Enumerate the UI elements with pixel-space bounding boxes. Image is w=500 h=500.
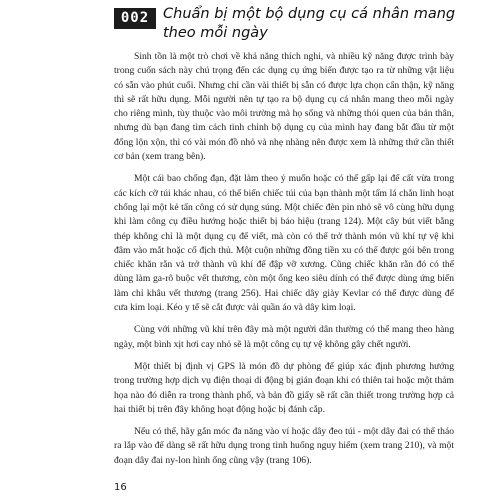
body-text	[114, 50, 454, 476]
paragraph-3: Cùng với những vũ khí trên đây mà một người dân thường có thể mang theo hàng ngày, một bình xịt hơi cay nhỏ sẽ là một công cụ tự vệ không gây chết người.	[114, 324, 454, 350]
section-title: Chuẩn bị một bộ dụng cụ cá nhân mang theo mỗi ngày	[163, 6, 456, 41]
page-number: 16	[114, 482, 127, 493]
paragraph-1: Sinh tồn là một trò chơi về khả năng thích nghi, và nhiều kỹ năng được trình bày trong cuốn sách này chú trọng đến các dụng cụ ứng biến được tạo ra từ những vật liệu có sẵn vào phút cuối. Nhưng chỉ cần vài thiết bị sẵn có được lựa chọn cẩn thận, kỹ năng thì sẽ rất hữu dụng. Mỗi người nên tự tạo ra bộ dụng cụ cá nhân mang theo mỗi ngày cho riêng mình, tùy thuộc vào môi trường mà họ sống và những thói quen của bản thân, nhưng dù bạn đang tìm cách tinh chỉnh bộ dụng cụ của mình hay đang bắt đầu từ một đống lộn xộn, thì có vài món đồ nhỏ và nhẹ nhàng nên được xem là những thứ cần thiết cơ bản (xem trang bên).	[114, 51, 454, 163]
section-number-badge: 002	[114, 8, 156, 29]
paragraph-2: Một cái bao chống đạn, đặt làm theo ý muốn hoặc có thể gấp lại để cất vừa trong các kích cỡ túi khác nhau, có thể biến chiếc túi của bạn thành một tấm lá chắn linh hoạt chống lại một kẻ tấn công có sử dụng súng. Một chiếc đèn pin nhỏ sẽ vô cùng hữu dụng khi làm công cụ điều hướng hoặc thiết bị báo hiệu (trang 124). Một cây bút viết bằng thép không chỉ là một dụng cụ để viết, mà còn có thể trở thành món vũ khí tự vệ khi đâm vào mắt hoặc cổ địch thủ. Một cuộn những đồng tiền xu có thể được gói bên trong chiếc khăn rằn và trở thành vũ khí để đập vỡ xương. Cũng chiếc khăn rằn đó có thể dùng làm ga-rô buộc vết thương, còn một ống keo siêu dính có thể được dùng ứng biến làm chỉ khâu vết thương (trang 256). Hai chiếc dây giày Kevlar có thể được dùng để cưa kim loại. Kéo y tế sẽ cắt được vải quần áo và dây kim loại.	[114, 173, 454, 314]
paragraph-5: Nếu có thể, hãy gắn móc đa năng vào ví hoặc dây đeo túi - một dây đai có thể tháo ra lắp vào để dàng sẽ rất hữu dụng trong tình huống nguy hiểm (xem trang 210), và một đoạn dây đai ny-lon hình ống cũng vậy (trang 106).	[114, 426, 454, 466]
paragraph-4: Một thiết bị định vị GPS là món đồ dự phòng để giúp xác định phương hướng trong trường hợp dịch vụ điện thoại di động bị gián đoạn khi có thiên tai hoặc một thảm họa nào đó diễn ra trong thành phố, và bản đồ giấy sẽ rất cần thiết trong trường hợp cả hai thiết bị trên đây không hoạt động hoặc bị đánh cắp.	[114, 360, 454, 415]
